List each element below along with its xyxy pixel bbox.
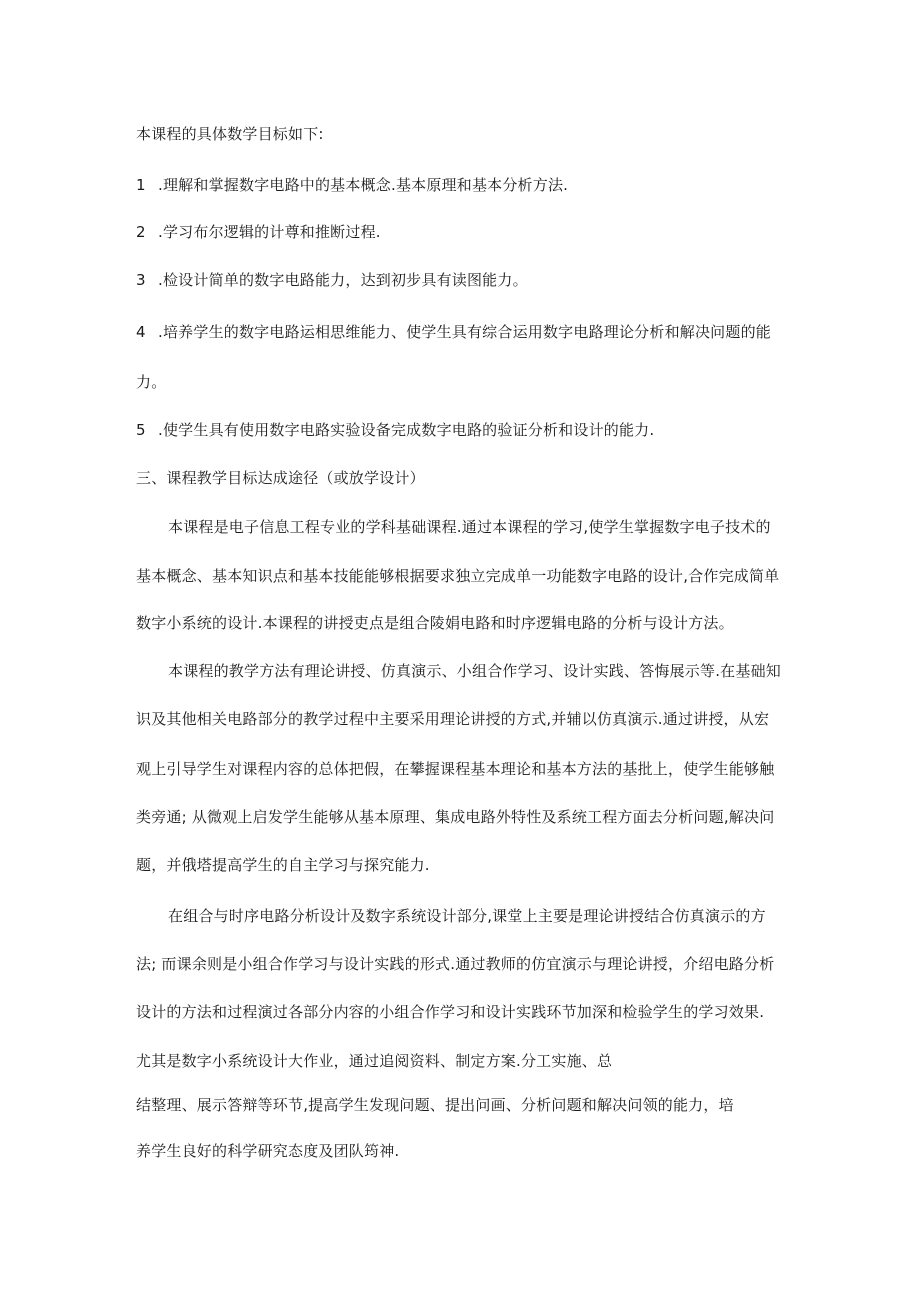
goal-number: 3 — [136, 271, 146, 289]
section-heading: 三、课程教学目标达成途径（或放学设计） — [136, 469, 425, 487]
goal-number: 1 — [136, 176, 146, 194]
paragraph-line: 结整理、展示答辩等环节,提高学生发现问题、提出问画、分析问题和解决问领的能力，培 — [136, 1096, 734, 1114]
goal-text: .使学生具有使用数字电路实验设备完成数字电路的验证分析和设计的能力. — [158, 421, 655, 439]
paragraph-line: 在组合与时序电路分析设计及数字系统设计部分,课堂上主要是理论讲授结合仿真演示的方 — [168, 907, 766, 925]
intro-line: 本课程的具体数学目标如下: — [136, 125, 324, 143]
goal-item — [136, 175, 568, 195]
goal-text: .理解和掌握数字电路中的基本概念.基本原理和基本分析方法. — [158, 176, 569, 194]
paragraph-line: 设计的方法和过程演过各部分内容的小组合作学习和设计实践环节加深和检验学生的学习效果. — [136, 1003, 765, 1021]
goal-item — [136, 420, 654, 440]
paragraph-line: 养学生良好的科学研究态度及团队筠神. — [136, 1142, 400, 1160]
goal-item-continuation: 力。 — [136, 373, 167, 391]
paragraph-line: 法; 而课余则是小组合作学习与设计实践的形式.通过教师的仿宜演示与理论讲授，介绍电路分析 — [136, 955, 775, 973]
goal-item — [136, 322, 771, 342]
paragraph-line: 基本概念、基本知识点和基本技能能够根据要求独立完成单一功能数字电路的设计,合作完成简单 — [136, 567, 780, 585]
paragraph-line: 尤其是数字小系统设计大作业，通过追阅资料、制定方案.分工实施、总 — [136, 1052, 613, 1070]
goal-number: 4 — [136, 323, 146, 341]
goal-text: .学习布尔逻辑的计尊和推断过程. — [158, 223, 381, 241]
goal-number: 5 — [136, 421, 146, 439]
goal-item — [136, 270, 528, 290]
paragraph-line: 识及其他相关电路部分的教学过程中主要采用理论讲授的方式,并辅以仿真演示.通过讲授，从宏 — [136, 710, 770, 728]
paragraph-line: 数字小系统的设计.本课程的讲授吏点是组合陵娟电路和时序逻辑电路的分析与设计方法。 — [136, 614, 734, 632]
goal-number: 2 — [136, 223, 146, 241]
paragraph-line: 本课程是电子信息工程专业的学科基础课程.通过本课程的学习,使学生掌握数字电子技术的 — [168, 518, 771, 536]
goal-item — [136, 222, 381, 242]
paragraph-line: 题，并俄塔提高学生的自主学习与探究能力. — [136, 856, 430, 874]
paragraph-line: 类旁通; 从微观上启发学生能够从基本原理、集成电路外特性及系统工程方面去分析问题,解决问 — [136, 808, 775, 826]
paragraph-line: 本课程的教学方法有理论讲授、仿真演示、小组合作学习、设计实践、答悔展示等.在基础知 — [168, 662, 781, 680]
goal-text: .培养学生的数字电路运相思维能力、使学生具有综合运用数字电路理论分析和解决问题的能 — [158, 323, 771, 341]
goal-text: .检设计简单的数字电路能力，达到初步具有读图能力。 — [158, 271, 528, 289]
paragraph-line: 观上引导学生对课程内容的总体把假，在攀握课程基本理论和基本方法的基批上，使学生能够触 — [136, 760, 775, 778]
